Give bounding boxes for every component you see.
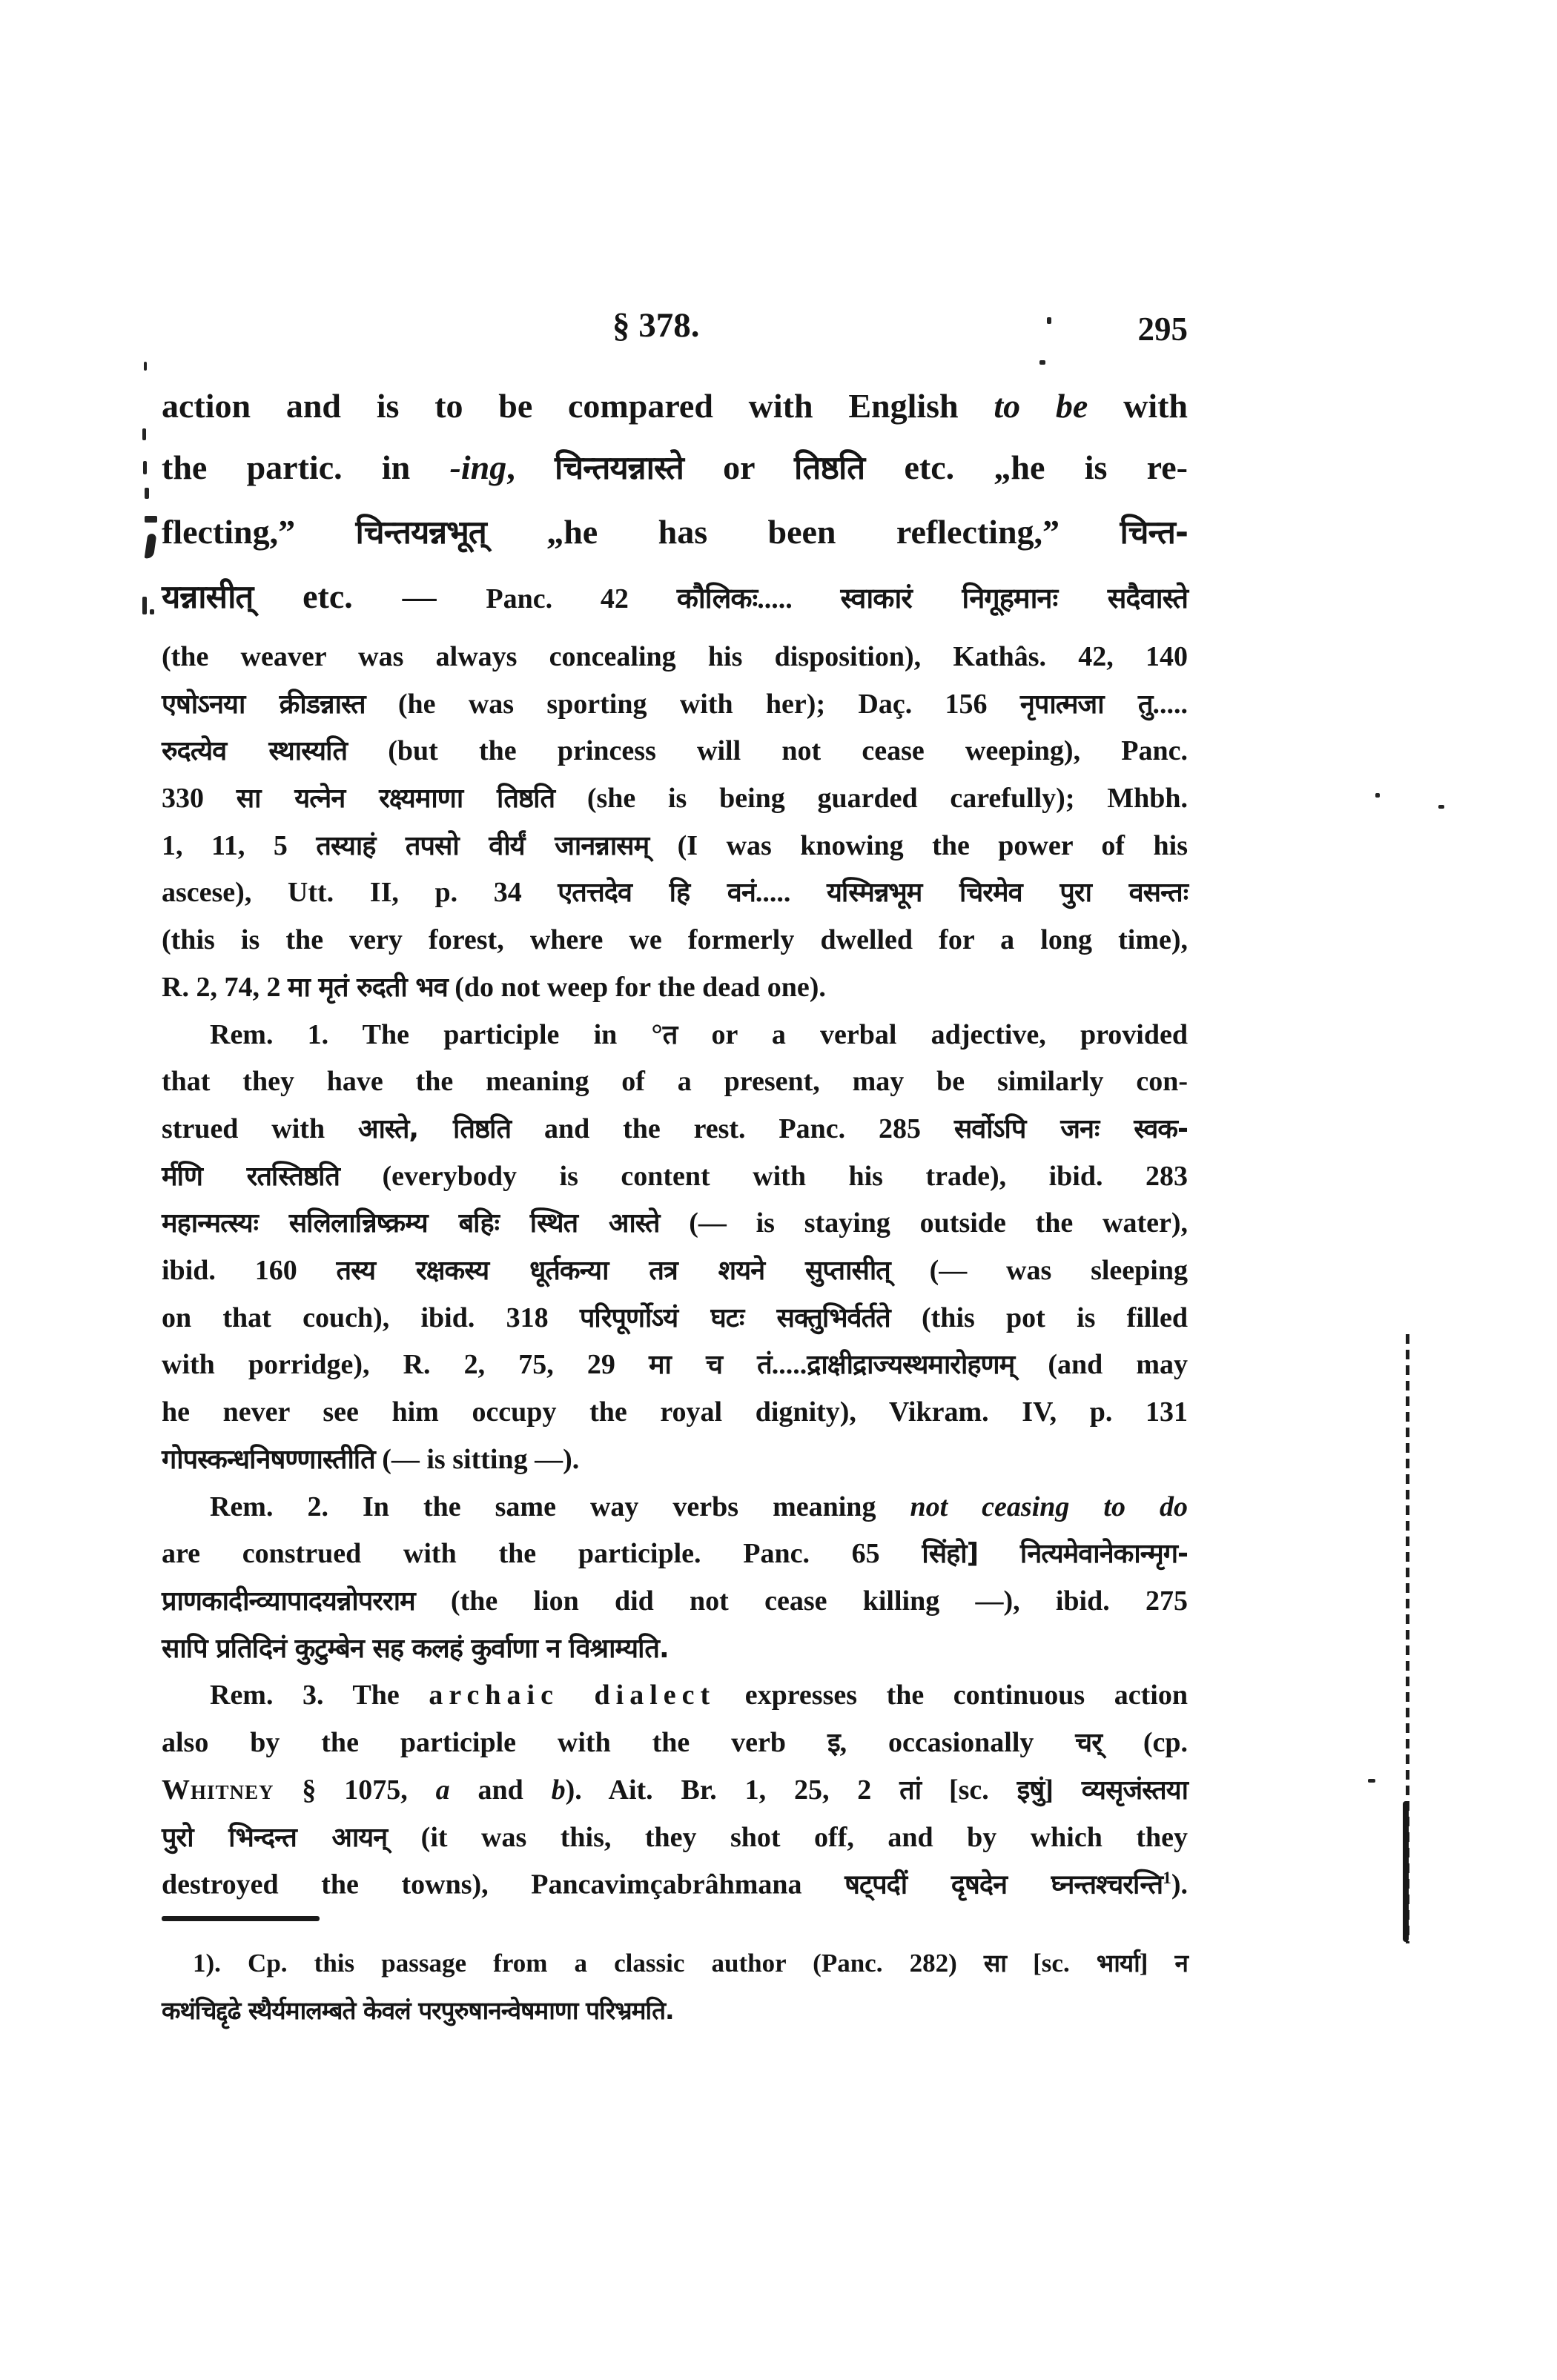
text-segment: that they have the meaning of a present, may be similarly con- — [162, 1066, 1188, 1097]
text-segment: flecting,” — [162, 513, 356, 551]
devanagari-text: नित्यमेवानेकान्मृग- — [1019, 1538, 1189, 1569]
text-segment: Panc. 42 — [486, 583, 677, 614]
devanagari-text: महान्मत्स्यः सलिलान्निष्क्रम्य बहिः स्थित आस्ते — [162, 1207, 660, 1239]
text-line — [162, 1679, 1188, 1713]
text-segment: (she is being guarded carefully); Mhbh. — [555, 783, 1188, 814]
text-segment: etc. „he is re- — [865, 448, 1188, 486]
devanagari-text: कौलिकः — [676, 582, 758, 614]
devanagari-text: द्राक्षीद्राज्यस्थमारोहणम् — [807, 1349, 1015, 1380]
text-line — [162, 1348, 1188, 1382]
text-line — [162, 1443, 1188, 1477]
text-line — [162, 1821, 1188, 1855]
text-line — [162, 688, 1188, 722]
margin-mark — [143, 461, 147, 474]
devanagari-text: परिपूर्णोऽयं घटः सक्तुभिर्वर्तते — [579, 1302, 890, 1333]
text-segment: -ing — [449, 448, 507, 486]
devanagari-text: सर्वोऽपि जनः स्वक- — [953, 1113, 1188, 1144]
devanagari-text: चर् — [1075, 1727, 1102, 1758]
ink-speck — [1438, 805, 1444, 809]
text-segment: (it was this, they shot off, and by which they — [387, 1822, 1188, 1853]
devanagari-text: कथंचिद्दृढे स्थैर्यमालम्बते केवलं परपुरुषानन्वेषमाणा परिभ्रमति. — [162, 1996, 674, 2025]
text-segment: (he was sporting with her); Daç. 156 — [365, 689, 1020, 720]
text-segment: Rem. 1. The participle in ° — [210, 1019, 663, 1050]
text-segment: § 1075, — [274, 1774, 436, 1806]
text-line — [162, 511, 1188, 552]
text-line — [162, 1491, 1188, 1525]
text-segment: he never see him occupy the royal dignity), Vikram. IV, p. 131 — [162, 1396, 1188, 1428]
text-segment: (— was sleeping — [890, 1255, 1188, 1286]
text-segment: (— is staying outside the water), — [659, 1207, 1189, 1239]
text-segment: with — [1088, 387, 1188, 425]
text-segment: and the rest. Panc. 285 — [511, 1113, 954, 1144]
text-line — [162, 1254, 1188, 1288]
devanagari-text: तां — [899, 1774, 922, 1806]
margin-mark — [145, 516, 157, 523]
text-segment: strued with — [162, 1113, 358, 1144]
text-segment: 330 — [162, 783, 237, 814]
text-segment: (this is the very forest, where we formerly dwelled for a long time), — [162, 924, 1188, 955]
section-heading: § 378. — [612, 306, 700, 345]
footnote-rule — [162, 1916, 320, 1921]
devanagari-text: गोपस्कन्धनिषण्णास्तीति — [162, 1444, 375, 1475]
devanagari-text: चिन्त- — [1120, 514, 1188, 551]
text-segment: ] — [1044, 1774, 1082, 1806]
devanagari-text: षट्पदीं दृषदेन घ्नन्तश्चरन्ति — [844, 1869, 1163, 1900]
text-segment: (this pot is filled — [890, 1302, 1188, 1333]
text-segment: are construed with the participle. Panc. 65 — [162, 1538, 922, 1569]
text-segment: „he has been reflecting,” — [486, 513, 1120, 551]
text-line — [162, 735, 1188, 769]
devanagari-text: न — [1174, 1949, 1188, 1978]
devanagari-text: मा च तं — [648, 1349, 772, 1380]
text-segment: (and may — [1014, 1349, 1189, 1380]
devanagari-text: चिन्तयन्नभूत् — [355, 514, 486, 551]
devanagari-text: चिन्तयन्नास्ते — [555, 449, 684, 487]
text-line — [162, 1065, 1188, 1099]
text-segment: etc. — — [253, 577, 486, 615]
text-line — [162, 971, 1188, 1005]
text-segment: (— is sitting —). — [374, 1444, 580, 1475]
text-line — [162, 447, 1188, 488]
devanagari-text: प्राणकादीन्व्यापादयन्नोपरराम — [162, 1585, 415, 1617]
text-line — [162, 1632, 1188, 1666]
devanagari-text: मा मृतं रुदती भव — [287, 972, 448, 1003]
text-segment: or a verbal adjective, provided — [677, 1019, 1188, 1050]
ink-speck — [1368, 1779, 1375, 1783]
devanagari-text: यस्मिन्नभूम चिरमेव पुरा वसन्तः — [826, 877, 1188, 908]
text-segment: , occasionally — [839, 1727, 1076, 1758]
text-line — [162, 1868, 1188, 1902]
text-line — [162, 1160, 1188, 1194]
devanagari-text: व्यसृजंस्तया — [1081, 1774, 1189, 1806]
margin-mark — [145, 533, 157, 559]
text-segment: 1, 11, 5 — [162, 830, 317, 861]
text-segment: expresses the continuous action — [715, 1680, 1188, 1711]
devanagari-text: भार्या — [1096, 1949, 1140, 1978]
text-segment: ..... — [771, 1349, 807, 1380]
margin-mark — [144, 362, 147, 371]
ink-speck — [1039, 360, 1045, 365]
text-segment: , — [506, 448, 555, 486]
text-line — [162, 1113, 1188, 1147]
text-line — [162, 1537, 1188, 1571]
text-line — [162, 876, 1188, 910]
text-segment: (the lion did not cease killing —), ibid. 275 — [414, 1585, 1188, 1617]
margin-mark — [145, 488, 149, 499]
devanagari-text: र्मणि रतस्तिष्ठति — [162, 1161, 340, 1192]
text-segment: ..... — [757, 583, 841, 614]
text-segment: to be — [994, 387, 1088, 425]
text-segment: ). — [1171, 1869, 1188, 1900]
text-segment: R. 2, 74, 2 — [162, 972, 288, 1003]
text-line — [162, 1207, 1188, 1241]
text-segment: (but the princess will not cease weeping), Panc. — [347, 735, 1189, 766]
devanagari-text: तस्य रक्षकस्य धूर्तकन्या तत्र शयने सुप्तासीत् — [336, 1255, 890, 1286]
devanagari-text: आस्ते, तिष्ठति — [357, 1113, 512, 1144]
text-segment: (the weaver was always concealing his disposition), Kathâs. 42, 140 — [162, 641, 1188, 672]
devanagari-text: तिष्ठति — [794, 449, 865, 487]
devanagari-text: त — [662, 1019, 678, 1050]
text-segment: on that couch), ibid. 318 — [162, 1302, 580, 1333]
text-segment: Rem. 2. In the same way verbs meaning — [210, 1491, 910, 1522]
devanagari-text: रुदत्येव स्थास्यति — [162, 735, 348, 766]
text-segment: also by the participle with the verb — [162, 1727, 827, 1758]
text-segment: archaic dialect — [429, 1680, 716, 1711]
text-line — [162, 782, 1188, 816]
text-segment: (I was knowing the power of his — [649, 830, 1189, 861]
text-segment: action and is to be compared with English — [162, 387, 994, 425]
text-line — [162, 1018, 1188, 1053]
text-segment: (everybody is content with his trade), ibid. 283 — [340, 1161, 1188, 1192]
text-segment: ibid. 160 — [162, 1255, 337, 1286]
text-line — [162, 1995, 1188, 2026]
text-segment: destroyed the towns), Pancavimçabrâhmana — [162, 1869, 845, 1900]
text-segment: the partic. in — [162, 448, 450, 486]
margin-mark — [150, 609, 154, 614]
text-segment: [sc. — [921, 1774, 1017, 1806]
text-segment: not ceasing to do — [910, 1491, 1188, 1522]
text-segment: ascese), Utt. II, p. 34 — [162, 877, 558, 908]
devanagari-text: एतत्तदेव हि वनं — [558, 877, 756, 908]
margin-mark — [142, 428, 146, 440]
devanagari-text: स्वाकारं निगूहमानः सदैवास्ते — [840, 582, 1189, 614]
text-line — [162, 1585, 1188, 1619]
page-edge-line — [1403, 1801, 1409, 1942]
text-segment: ] — [1139, 1949, 1175, 1978]
ink-speck — [1047, 317, 1051, 324]
text-segment: [sc. — [1006, 1949, 1097, 1978]
text-line — [162, 1948, 1188, 1979]
devanagari-text: नृपात्मजा तु — [1019, 689, 1153, 720]
devanagari-text: तस्याहं तपसो वीर्यं जानन्नासम् — [316, 830, 649, 861]
ink-speck — [1375, 793, 1380, 798]
text-line — [162, 1726, 1188, 1760]
devanagari-text: सापि प्रतिदिनं कुटुम्बेन सह कलहं कुर्वाणा न विश्राम्यति. — [162, 1633, 669, 1664]
text-segment: with porridge), R. 2, 75, 29 — [162, 1349, 649, 1380]
text-line — [162, 1302, 1188, 1336]
text-line — [162, 924, 1188, 958]
text-segment: (cp. — [1101, 1727, 1189, 1758]
text-segment: ). Ait. Br. 1, 25, 2 — [565, 1774, 900, 1806]
text-segment: Rem. 3. The — [210, 1680, 429, 1711]
text-segment: a — [435, 1774, 450, 1806]
devanagari-text: इ — [827, 1727, 840, 1758]
text-line — [162, 829, 1188, 864]
text-line — [162, 576, 1188, 617]
text-segment: Whitney — [162, 1774, 274, 1806]
devanagari-text: एषोऽनया क्रीडन्नास्त — [162, 689, 366, 720]
footnote-reference: 1 — [1163, 1869, 1171, 1888]
text-segment: ..... — [1152, 689, 1188, 720]
text-line — [162, 640, 1188, 674]
devanagari-text: इषुं — [1016, 1774, 1045, 1806]
text-segment: b — [551, 1774, 566, 1806]
text-line — [162, 1396, 1188, 1430]
devanagari-text: यन्नासीत् — [162, 578, 254, 616]
text-segment — [978, 1538, 1020, 1569]
devanagari-text: सिंहो] — [922, 1538, 979, 1569]
devanagari-text: पुरो भिन्दन्त आयन् — [162, 1822, 388, 1853]
text-line — [162, 1774, 1188, 1808]
text-segment: and — [449, 1774, 552, 1806]
devanagari-text: सा — [983, 1949, 1006, 1978]
text-segment: or — [683, 448, 795, 486]
text-segment: ..... — [755, 877, 827, 908]
margin-mark — [142, 597, 147, 614]
text-segment: (do not weep for the dead one). — [447, 972, 826, 1003]
text-line — [162, 385, 1188, 426]
text-segment: 1). Cp. this passage from a classic author (Panc. 282) — [193, 1949, 984, 1978]
page-number: 295 — [1137, 311, 1188, 348]
devanagari-text: सा यत्नेन रक्ष्यमाणा तिष्ठति — [236, 783, 555, 814]
